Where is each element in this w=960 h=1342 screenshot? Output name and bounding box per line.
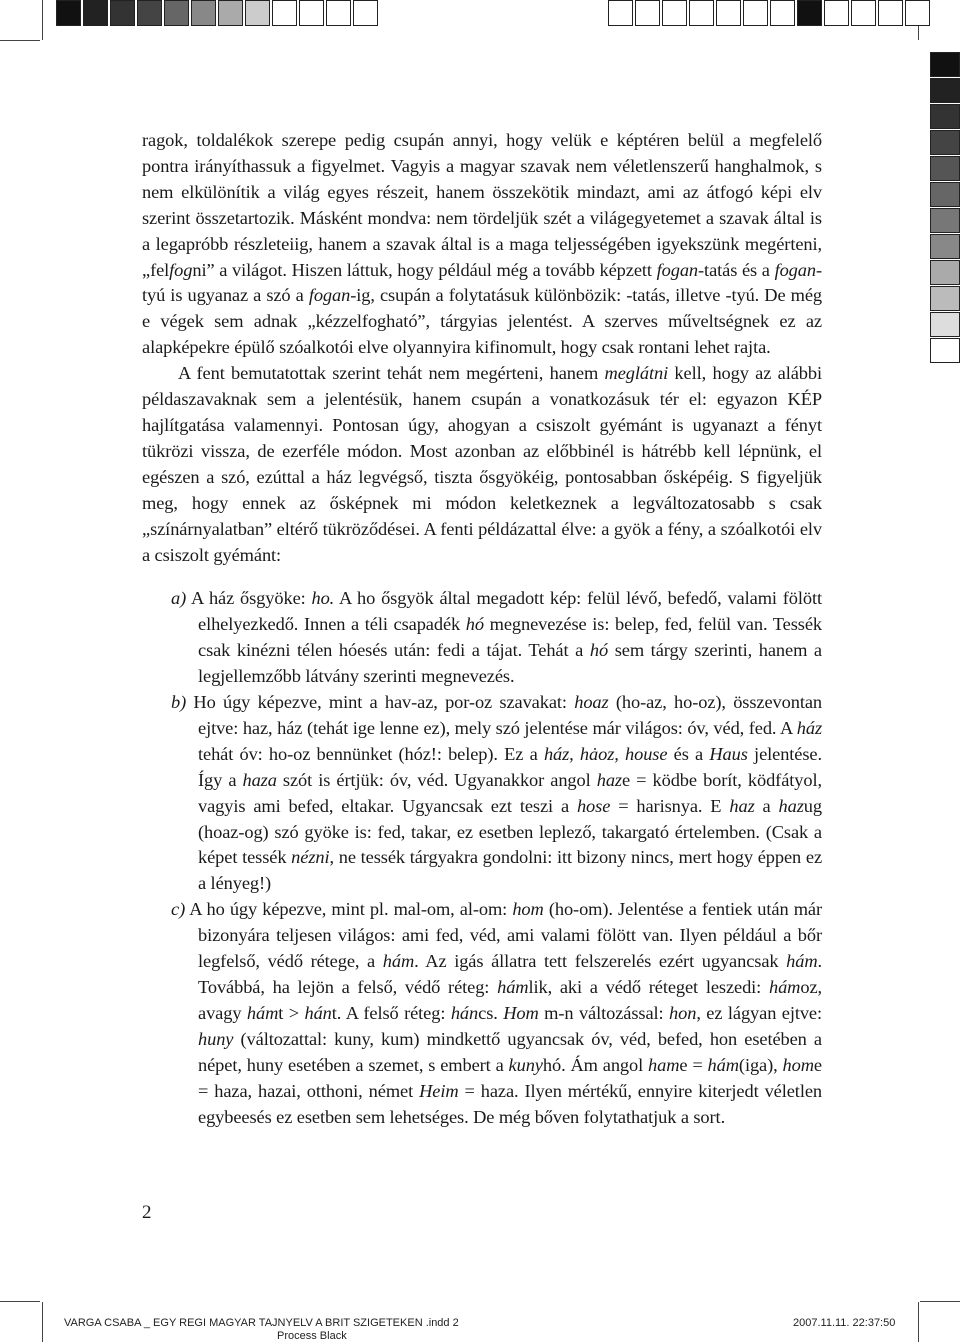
- text-run: , ne tessék tárgyakra gondolni: itt bizony nincs, mert hogy éppen ez a lényeg!): [198, 847, 823, 894]
- color-swatch: [851, 0, 876, 26]
- page-body: [142, 128, 822, 1130]
- crop-mark: [42, 0, 43, 40]
- text-run: hó. Ám angol: [542, 1054, 649, 1075]
- slug-date: 2007.11.11. 22:37:50: [793, 1317, 896, 1329]
- text-run: cs.: [478, 1002, 504, 1023]
- text-run: (ho-az, ho-oz), összevontan ejtve: haz, ház (tehát ige lenne ez), mely szó jelentése már világos: óv, véd, fed. A: [198, 692, 822, 738]
- color-swatch: [56, 0, 81, 26]
- page-number: 2: [142, 1202, 152, 1223]
- italic-term: hon: [669, 1002, 697, 1023]
- text-run: m-n változással:: [538, 1002, 670, 1023]
- gray-swatch: [930, 78, 960, 103]
- italic-term: kuny: [508, 1054, 543, 1075]
- text-run: A ház ősgyöke:: [186, 588, 312, 609]
- text-run: t >: [278, 1002, 305, 1023]
- text-run: a: [754, 795, 779, 816]
- italic-term: Haus: [709, 743, 748, 764]
- text-run: (változattal: kuny, kum) mindkettő ugyancsak óv, véd, befed, hon esetében a népet, huny esetében a szemet, s embert a: [198, 1028, 822, 1075]
- italic-term: hám: [786, 951, 818, 972]
- color-swatch: [716, 0, 741, 26]
- italic-term: nézni: [291, 847, 330, 868]
- color-swatch: [191, 0, 216, 26]
- color-swatch: [353, 0, 378, 26]
- color-swatch: [245, 0, 270, 26]
- color-swatch: [797, 0, 822, 26]
- text-run: jelentése. Így a: [198, 743, 822, 790]
- italic-term: ham: [648, 1054, 680, 1075]
- text-run: . Továbbá, ha lejön a felső, védő réteg:: [198, 951, 823, 997]
- list-item-label: c): [171, 899, 186, 920]
- color-bar-right: [608, 0, 932, 30]
- list-item-label: a): [171, 588, 187, 609]
- text-run: e = haza, hazai, otthoni, német: [198, 1054, 822, 1101]
- italic-term: huny: [198, 1028, 234, 1049]
- italic-term: hám: [768, 977, 801, 997]
- italic-term: hám: [707, 1054, 739, 1075]
- italic-term: ház: [796, 717, 822, 738]
- text-run: oz, avagy: [198, 977, 822, 1023]
- paragraph: A fent bemutatottak szerint tehát nem megérteni, hanem meglátni kell, hogy az alábbi példaszavaknak sem a jelentésük, hanem csupán a vonatkozásuk tér el: egyazon KÉP hajlítgatása valamennyi. Pontosan úgy, ahogyan a csiszolt gyémánt is ugyanazt a fényt tükrözi vissza, de ezerféle módon. Most azonban az előbbinél is hátrébb kell lépnünk, el egészen a szó, ezúttal a ház legvégső, tiszta ősgyökéig, pontosabban ősképéig. S figyeljük meg, hogy ennek az ősképnek mi módon keletkeznek a legváltozatosabb s csak „színárnyalatban” eltérő tükröződései. A fenti példázattal élve: a gyök a fény, a szóalkotói elv a csiszolt gyémánt:: [142, 363, 822, 565]
- text-run: (iga),: [738, 1054, 783, 1075]
- color-swatch: [824, 0, 849, 26]
- example-list: [142, 586, 822, 1130]
- crop-mark: [0, 1301, 40, 1302]
- list-item: [142, 690, 822, 897]
- text-run: és a: [667, 743, 710, 764]
- paragraph: ragok, toldalékok szerepe pedig csupán annyi, hogy velük e képtéren belül a megfelelő pontra irányíthassuk a figyelmet. Vagyis a magyar szavak nem véletlenszerű hanghalmok, s nem elkülönítik a világ egyes részeit, hanem összekötik mindazt, ami az átfogó képi elv szerint összetartozik. Másként mondva: nem tördeljük szét a világegyetemet a szavak által is a legapróbb részleteiig, hanem a szavak által is a maga teljességében igyekszünk megérteni, „felfogni” a világot. Hiszen láttuk, hogy például még a tovább képzett fogan-tatás és a fogan-tyú is ugyanaz a szó a fogan-ig, csupán a folytatásuk különbözik: -tatás, illetve -tyú. De még e végek sem adnak „kézzelfogható”, tárgyias jelentést. A szerves műveltségnek ez az alapképekre épülő szóalkotói elve olyannyira kifinomult, hogy csak rontani lehet rajta.: [142, 130, 823, 358]
- gray-swatch: [930, 156, 960, 181]
- text-run: (ho-om). Jelentése a fentiek után már bizonyára teljesen világos: ami fed, véd, ami valami fölött van. Ilyen például a bőr legfelső, védő rétege, a: [198, 899, 822, 972]
- slug-filename: VARGA CSABA _ EGY REGI MAGYAR TAJNYELV A BRIT SZIGETEKEN .indd 2: [64, 1317, 459, 1329]
- text-run: Ho úgy képezve, mint a hav-az, por-oz szavakat:: [186, 692, 575, 713]
- color-swatch: [326, 0, 351, 26]
- text-run: = haza. Ilyen mértékű, ennyire kiterjedt véletlen egybeesés ez esetben sem lehetséges. De még bőven folytathatjuk a sort.: [198, 1080, 822, 1127]
- list-item: [142, 586, 822, 690]
- italic-term: hoaz: [574, 692, 609, 713]
- gray-scale-bar: [930, 52, 960, 364]
- text-run: . Az igás állatra tett felszerelés ezért ugyancsak: [414, 951, 787, 972]
- italic-term: ho.: [311, 588, 335, 609]
- italic-term: hose: [576, 795, 611, 816]
- text-run: megnevezése is: belep, fed, felül van. Tessék csak kinézni télen hóesés után: fedi a tájat. Tehát a: [198, 614, 822, 661]
- color-swatch: [689, 0, 714, 26]
- text-run: szót is értjük: óv, véd. Ugyanakkor angol: [276, 769, 597, 790]
- italic-term: hom: [512, 899, 544, 920]
- italic-term: hám: [497, 977, 529, 997]
- color-bar-left: [56, 0, 380, 30]
- crop-mark: [918, 1302, 919, 1342]
- crop-mark: [42, 1302, 43, 1342]
- color-swatch: [299, 0, 324, 26]
- italic-term: hó: [589, 640, 609, 661]
- gray-swatch: [930, 130, 960, 155]
- gray-swatch: [930, 234, 960, 259]
- italic-term: hom: [782, 1054, 814, 1075]
- italic-term: Heim: [419, 1080, 459, 1101]
- gray-swatch: [930, 286, 960, 311]
- italic-term: ház, hȧoz, house: [543, 743, 668, 764]
- text-run: A ho úgy képezve, mint pl. mal-om, al-om:: [185, 899, 513, 920]
- italic-term: haz: [729, 795, 755, 816]
- text-run: A ho ősgyök által megadott kép: felül lévő, befedő, valami fölött elhelyezkedő. Innen a téli csapadék: [198, 588, 822, 635]
- italic-term: hán: [304, 1002, 332, 1023]
- color-swatch: [905, 0, 930, 26]
- italic-term: hám: [246, 1002, 279, 1023]
- gray-swatch: [930, 208, 960, 233]
- color-swatch: [272, 0, 297, 26]
- color-swatch: [137, 0, 162, 26]
- color-swatch: [164, 0, 189, 26]
- gray-swatch: [930, 312, 960, 337]
- color-swatch: [770, 0, 795, 26]
- text-run: tehát óv: ho-oz bennünket (hóz!: belep). Ez a: [198, 743, 544, 764]
- italic-term: hán: [450, 1002, 479, 1023]
- list-item-label: b): [171, 692, 187, 713]
- text-run: , ez lágyan ejtve:: [696, 1002, 823, 1023]
- color-swatch: [83, 0, 108, 26]
- crop-mark: [0, 40, 40, 41]
- color-swatch: [608, 0, 633, 26]
- italic-term: haz: [778, 795, 804, 816]
- text-run: e =: [679, 1054, 708, 1075]
- gray-swatch: [930, 104, 960, 129]
- text-run: sem tárgy szerinti, hanem a legjellemzőbb látvány szerinti megnevezés.: [198, 640, 822, 687]
- italic-term: hó: [465, 614, 484, 635]
- italic-term: Hom: [503, 1002, 539, 1023]
- italic-term: haza: [242, 769, 277, 790]
- text-run: = harisnya. E: [610, 795, 730, 816]
- gray-swatch: [930, 338, 960, 363]
- slug-process: Process Black: [277, 1330, 347, 1342]
- italic-term: hám: [382, 951, 415, 972]
- color-swatch: [662, 0, 687, 26]
- crop-mark: [920, 1301, 960, 1302]
- gray-swatch: [930, 260, 960, 285]
- text-run: e = ködbe borít, ködfátyol, vagyis ami befed, eltakar. Ugyancsak ezt teszi a: [198, 769, 822, 816]
- gray-swatch: [930, 52, 960, 77]
- text-run: ug (hoaz-og) szó gyöke is: fed, takar, ez esetben leplező, takargató értelemben. (Csak a képet tessék: [198, 795, 822, 868]
- list-item: [142, 897, 822, 1130]
- italic-term: haz: [596, 769, 622, 790]
- text-run: lik, aki a védő réteget leszedi:: [528, 977, 769, 997]
- text-run: t. A felső réteg:: [331, 1002, 451, 1023]
- color-swatch: [218, 0, 243, 26]
- color-swatch: [110, 0, 135, 26]
- gray-swatch: [930, 182, 960, 207]
- color-swatch: [878, 0, 903, 26]
- color-swatch: [635, 0, 660, 26]
- color-swatch: [743, 0, 768, 26]
